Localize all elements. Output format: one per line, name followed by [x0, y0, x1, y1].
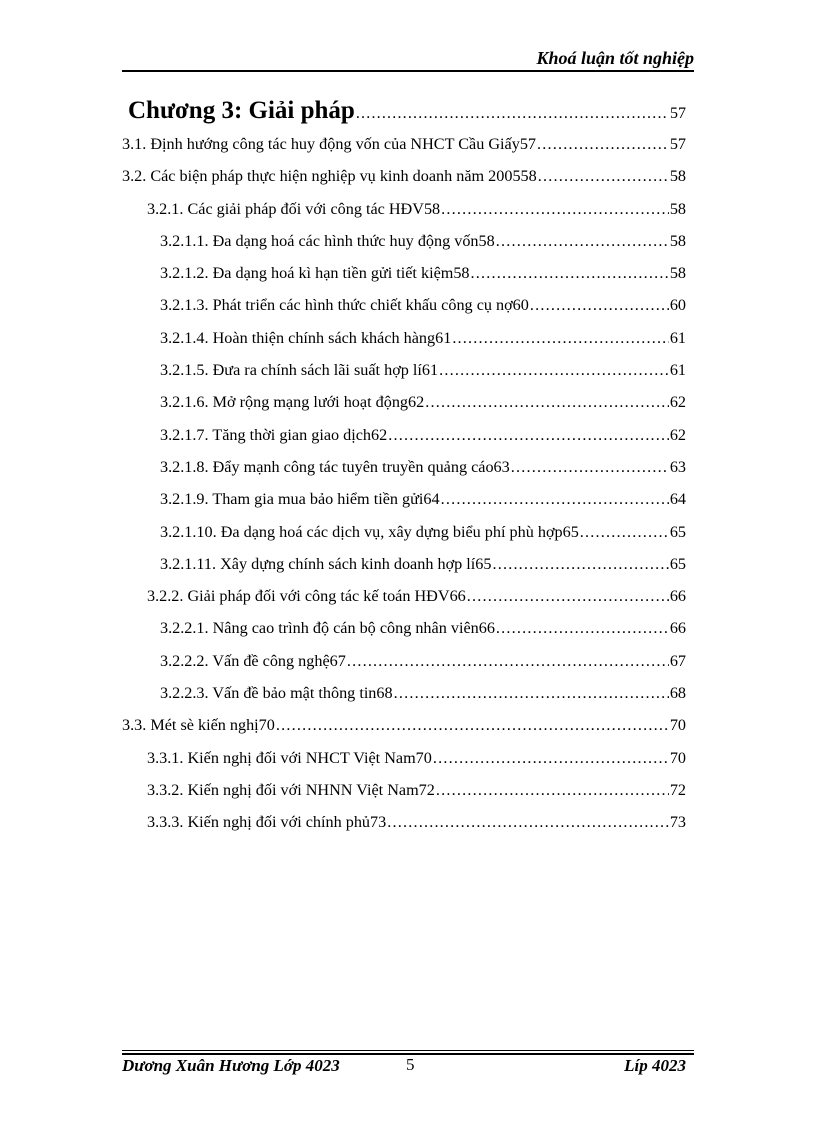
toc-entry-page: 72 [669, 780, 686, 799]
footer-page-number: 5 [406, 1055, 415, 1074]
toc-entry-text: 3.2.1.9. Tham gia mua bảo hiểm tiền gửi64 [160, 490, 440, 509]
toc-leader-dots [436, 781, 669, 800]
table-of-contents [122, 97, 686, 846]
toc-entry-text: 3.3.2. Kiến nghị đối với NHNN Việt Nam72 [147, 780, 435, 799]
toc-entry [122, 296, 686, 328]
toc-entry [122, 555, 686, 587]
toc-entry [122, 781, 686, 813]
toc-entry-text: 3.2.1.11. Xây dựng chính sách kinh doanh hợp lí65 [160, 554, 492, 573]
toc-leader-dots [492, 555, 668, 574]
toc-entry [122, 587, 686, 619]
toc-leader-dots [537, 135, 669, 154]
toc-leader-dots [387, 813, 669, 832]
toc-entry-page: 61 [669, 361, 686, 380]
footer-class: Líp 4023 [624, 1056, 686, 1075]
toc-entry [122, 749, 686, 781]
toc-leader-dots [496, 232, 669, 251]
toc-entry-page: 67 [669, 651, 686, 670]
toc-chapter-page: 57 [670, 105, 686, 122]
toc-entry-page: 58 [669, 199, 686, 218]
toc-leader-dots [441, 200, 669, 219]
toc-entry-page: 60 [669, 296, 686, 315]
toc-entry-page: 58 [669, 167, 686, 186]
toc-entry-page: 57 [669, 135, 686, 153]
toc-entry-text: 3.3. Mét sè kiến nghị70 [122, 716, 275, 735]
toc-entry [122, 523, 686, 555]
toc-entry-text: 3.3.1. Kiến nghị đối với NHCT Việt Nam70 [147, 748, 432, 767]
toc-leader-dots [356, 105, 669, 123]
toc-entry-page: 65 [669, 554, 686, 573]
toc-entry-page: 62 [669, 393, 686, 412]
toc-leader-dots [425, 393, 669, 412]
toc-entry-page: 62 [669, 425, 686, 444]
toc-entry-text: 3.2.2. Giải pháp đối với công tác kế toán HĐV66 [147, 587, 466, 606]
toc-entry-text: 3.2.1.6. Mở rộng mạng lưới hoạt động62 [160, 393, 425, 412]
toc-entry-page: 66 [669, 619, 686, 638]
toc-leader-dots [388, 426, 669, 445]
toc-entry-page: 68 [669, 684, 686, 703]
toc-entry-page: 66 [669, 587, 686, 606]
toc-entry-page: 70 [669, 716, 686, 735]
toc-entry-text: 3.2.1.7. Tăng thời gian giao dịch62 [160, 425, 388, 444]
toc-entry-text: 3.2.1.1. Đa dạng hoá các hình thức huy động vốn58 [160, 231, 495, 250]
toc-entry [122, 264, 686, 296]
toc-entry-page: 63 [669, 457, 686, 476]
toc-entry-text: 3.2.1. Các giải pháp đối với công tác HĐV58 [147, 199, 441, 218]
toc-leader-dots [496, 619, 669, 638]
toc-entry-text: 3.2.1.8. Đẩy mạnh công tác tuyên truyền quảng cáo63 [160, 457, 510, 476]
toc-entry-text: 3.1. Định hướng công tác huy động vốn của NHCT Cầu Giấy57 [122, 135, 537, 153]
toc-entry [122, 426, 686, 458]
toc-leader-dots [467, 587, 669, 606]
footer-author: Dương Xuân Hương Lớp 4023 [122, 1056, 340, 1075]
toc-entry [122, 167, 686, 199]
toc-entry [122, 232, 686, 264]
toc-entry-page: 58 [669, 264, 686, 283]
footer-rule-thin [122, 1050, 694, 1051]
toc-entry [122, 361, 686, 393]
toc-entry [122, 716, 686, 748]
toc-leader-dots [347, 652, 669, 671]
toc-leader-dots [452, 329, 669, 348]
toc-entry [122, 200, 686, 232]
toc-chapter-heading [122, 97, 686, 135]
toc-leader-dots [471, 264, 669, 283]
running-header-title: Khoá luận tốt nghiệp [536, 48, 694, 68]
toc-entry-text: 3.2.1.5. Đưa ra chính sách lãi suất hợp lí61 [160, 361, 439, 380]
toc-entry-text: 3.3.3. Kiến nghị đối với chính phủ73 [147, 813, 387, 832]
toc-leader-dots [580, 523, 669, 542]
toc-leader-dots [511, 458, 669, 477]
toc-entry-page: 58 [669, 231, 686, 250]
toc-entry [122, 813, 686, 845]
toc-entry-page: 65 [669, 522, 686, 541]
toc-leader-dots [394, 684, 669, 703]
toc-entry-text: 3.2.2.3. Vấn đề bảo mật thông tin68 [160, 684, 393, 703]
toc-entry-text: 3.2.1.3. Phát triển các hình thức chiết khấu công cụ nợ60 [160, 296, 529, 315]
toc-leader-dots [538, 167, 669, 186]
toc-entry [122, 393, 686, 425]
toc-entry [122, 329, 686, 361]
toc-chapter-title: Chương 3: Giải pháp [128, 97, 355, 124]
toc-leader-dots [439, 361, 669, 380]
header-rule [122, 70, 694, 72]
toc-entry-page: 64 [669, 490, 686, 509]
toc-entry-page: 70 [669, 748, 686, 767]
toc-leader-dots [276, 716, 669, 735]
toc-entry [122, 490, 686, 522]
toc-entry-text: 3.2.1.2. Đa dạng hoá kì hạn tiền gửi tiết kiệm58 [160, 264, 470, 283]
toc-entry [122, 458, 686, 490]
toc-entry-text: 3.2.1.4. Hoàn thiện chính sách khách hàng61 [160, 328, 452, 347]
toc-entry [122, 652, 686, 684]
toc-entry-text: 3.2.2.2. Vấn đề công nghệ67 [160, 651, 346, 670]
toc-entry-page: 61 [669, 328, 686, 347]
toc-entry [122, 135, 686, 167]
toc-entry [122, 619, 686, 651]
toc-leader-dots [433, 749, 669, 768]
toc-entry-text: 3.2. Các biện pháp thực hiện nghiệp vụ kinh doanh năm 200558 [122, 167, 537, 186]
toc-leader-dots [441, 490, 669, 509]
toc-entry-text: 3.2.1.10. Đa dạng hoá các dịch vụ, xây dựng biểu phí phù hợp65 [160, 522, 579, 541]
toc-entry [122, 684, 686, 716]
toc-entry-text: 3.2.2.1. Nâng cao trình độ cán bộ công nhân viên66 [160, 619, 495, 638]
toc-leader-dots [530, 296, 669, 315]
toc-entry-page: 73 [669, 813, 686, 832]
